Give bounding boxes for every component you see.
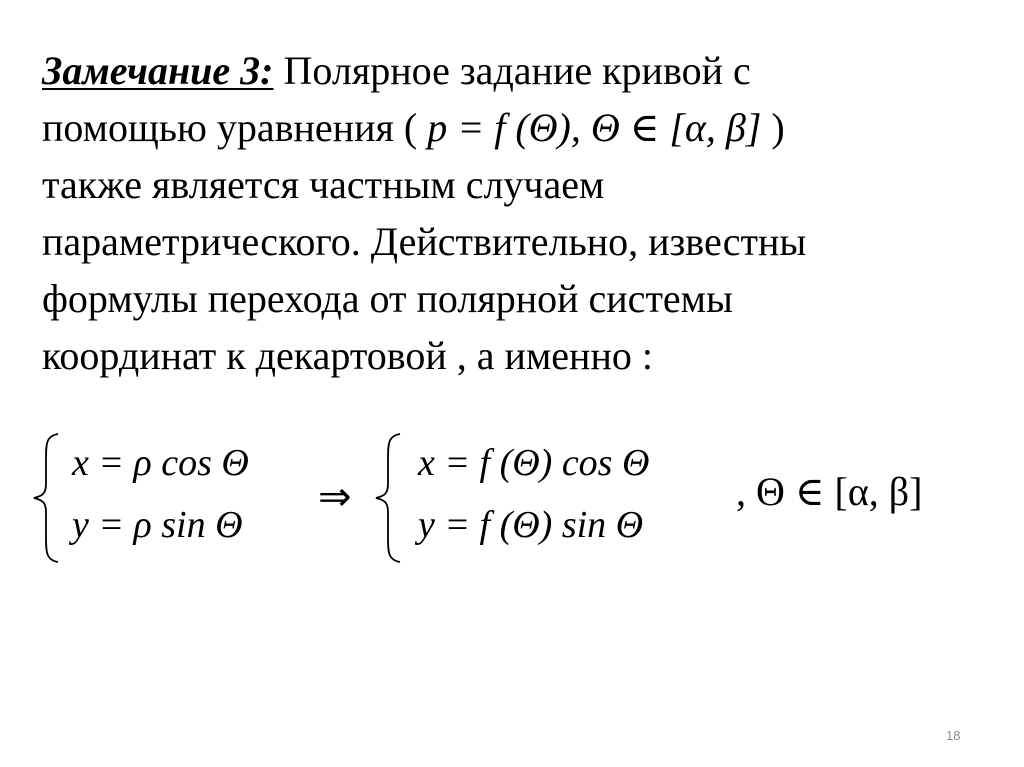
x-equation-parametric: x = f (Θ) cos Θ	[418, 442, 650, 484]
remark-line-1	[42, 42, 942, 99]
polar-equation: p = f (Θ), Θ ∈ [α, β]	[427, 105, 762, 150]
implies-arrow: ⇒	[318, 474, 352, 520]
remark-line-2	[42, 99, 942, 156]
remark-line-3: также является частным случаем	[42, 162, 605, 207]
remark-heading: Замечание 3:	[42, 48, 274, 93]
remark-line-4: параметрического. Действительно, известны	[42, 219, 807, 264]
remark-line-6: координат к декартовой , а именно :	[42, 333, 653, 378]
theta-domain: , Θ ∈ [α, β]	[736, 469, 923, 514]
remark-line-1-text: Полярное задание кривой с	[273, 48, 751, 93]
remark-paragraph	[42, 42, 942, 384]
left-brace-2	[370, 430, 406, 566]
y-equation-polar: y = ρ sin Θ	[72, 504, 243, 546]
x-equation-polar: x = ρ cos Θ	[72, 442, 249, 484]
remark-line-2-end: )	[761, 105, 785, 150]
remark-line-2-text: помощью уравнения (	[42, 105, 428, 150]
left-brace-1	[28, 430, 64, 566]
remark-line-5: формулы перехода от полярной системы	[42, 276, 733, 321]
page-number: 18	[946, 728, 961, 743]
y-equation-parametric: y = f (Θ) sin Θ	[418, 504, 644, 546]
